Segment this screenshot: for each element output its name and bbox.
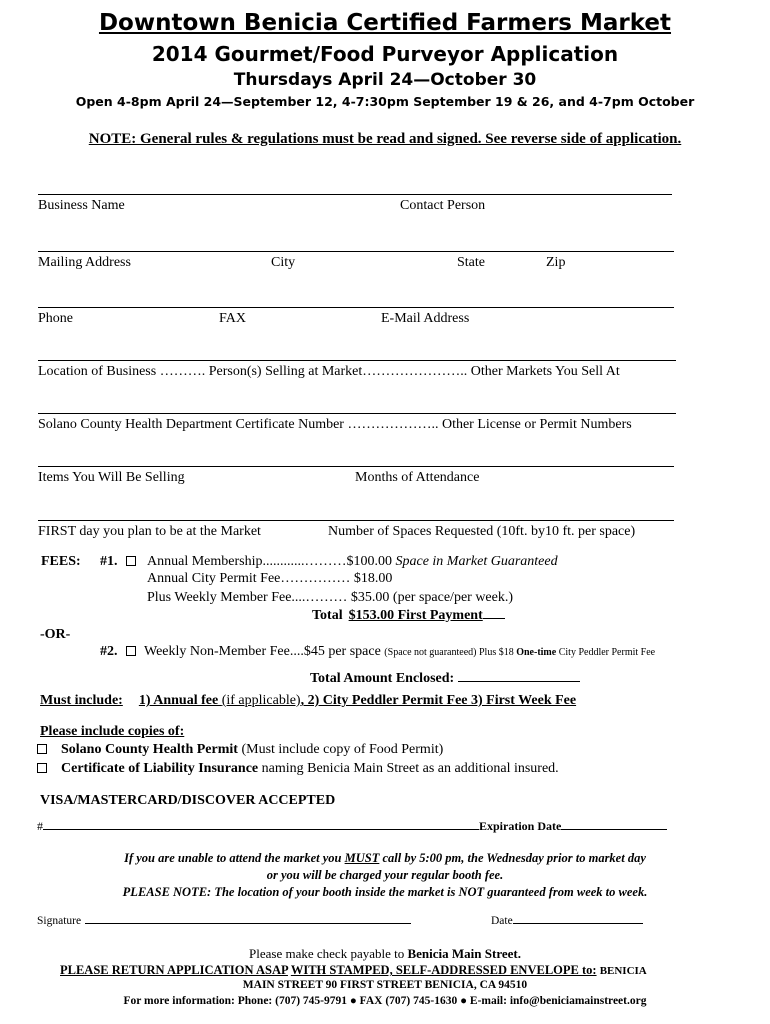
liability-text: Certificate of Liability Insurance [61, 761, 259, 776]
expiration-label: Expiration Date [479, 819, 562, 833]
mailing-address-label: Mailing Address [38, 255, 131, 270]
phone-line[interactable] [38, 307, 674, 308]
health-permit-text: Solano County Health Permit [61, 742, 238, 757]
annual-membership-line [147, 554, 558, 570]
checkbox-icon[interactable] [37, 763, 47, 773]
total-enclosed-label: Total Amount Enclosed: [310, 671, 455, 686]
city-permit-line: Annual City Permit Fee…………… $18.00 [147, 571, 393, 586]
location-label: Location of Business ………. Person(s) Selling at Market………………….. Other Markets You Sell At [38, 364, 620, 379]
signature-row [37, 915, 411, 927]
booth-fee-notice: or you will be charged your regular booth fee. [266, 868, 504, 882]
total-label: Total [312, 608, 343, 623]
notice-text-a: If you are unable to attend the market you [124, 851, 345, 865]
first-day-label: FIRST day you plan to be at the Market [38, 524, 261, 539]
form-title: Downtown Benicia Certified Farmers Market [98, 10, 672, 36]
date-field[interactable] [513, 923, 643, 924]
if-applicable-text: (if applicable) [221, 693, 301, 708]
option-2-checkbox[interactable] [126, 644, 140, 660]
contact-info: For more information: Phone: (707) 745-9791 ● FAX (707) 745-1630 ● E-mail: info@beniciamainstreet.org [123, 995, 647, 1007]
state-label: State [457, 255, 485, 270]
market-hours: Open 4-8pm April 24—September 12, 4-7:30pm September 19 & 26, and 4-7pm October [75, 94, 695, 109]
liability-note: naming Benicia Main Street as an additional insured. [258, 761, 559, 776]
health-cert-label: Solano County Health Department Certificate Number ……………….. Other License or Permit Numbers [38, 417, 632, 432]
form-subtitle: 2014 Gourmet/Food Purveyor Application [151, 42, 619, 66]
date-label: Date [491, 915, 513, 927]
checkbox-icon[interactable] [37, 744, 47, 754]
business-name-label: Business Name [38, 198, 125, 213]
option-1-checkbox[interactable] [126, 554, 140, 570]
cards-accepted: VISA/MASTERCARD/DISCOVER ACCEPTED [40, 793, 336, 808]
required-fees-text: , 2) City Peddler Permit Fee 3) First Week Fee [300, 693, 577, 708]
zip-label: Zip [546, 255, 566, 270]
option-1-number: #1. [100, 554, 118, 569]
total-enclosed-line [310, 671, 580, 687]
email-label: E-Mail Address [381, 311, 470, 326]
health-permit-item [37, 742, 443, 758]
mailing-address-footer: MAIN STREET 90 FIRST STREET BENICIA, CA 94510 [242, 979, 528, 991]
fax-label: FAX [219, 311, 246, 326]
location-line[interactable] [38, 360, 676, 361]
return-instructions [60, 963, 647, 978]
card-number-row [37, 819, 667, 834]
months-label: Months of Attendance [355, 470, 480, 485]
items-line[interactable] [38, 466, 674, 467]
mailing-address-line[interactable] [38, 251, 674, 252]
first-day-line[interactable] [38, 520, 674, 521]
rules-note: NOTE: General rules & regulations must be read and signed. See reverse side of application. [88, 131, 682, 147]
return-asap-text: PLEASE RETURN APPLICATION ASAP [60, 963, 288, 977]
must-include-label: Must include: [40, 693, 123, 708]
total-enclosed-field[interactable] [458, 681, 580, 682]
liability-item [37, 761, 559, 777]
expiration-field[interactable] [561, 829, 667, 830]
fees-label: FEES: [41, 554, 81, 569]
weekly-member-line: Plus Weekly Member Fee....……… $35.00 (per space/per week.) [147, 590, 514, 605]
card-hash-label: # [37, 819, 43, 833]
space-guaranteed-text: Space in Market Guaranteed [395, 554, 558, 569]
contact-person-label: Contact Person [400, 198, 486, 213]
cancellation-notice [0, 851, 770, 866]
space-not-guaranteed-text: (Space not guaranteed) Plus $18 [384, 647, 517, 658]
return-benicia-text: BENICIA [599, 965, 647, 977]
location-notice: PLEASE NOTE: The location of your booth inside the market is NOT guaranteed from week to week. [122, 885, 648, 899]
check-payable-text: Please make check payable to [249, 946, 408, 961]
health-cert-line[interactable] [38, 413, 676, 414]
check-payable [0, 946, 770, 962]
checkbox-icon [126, 556, 136, 566]
signature-field[interactable] [85, 923, 411, 924]
non-member-fee-line [144, 644, 655, 660]
one-time-text: One-time [516, 647, 557, 658]
date-row [491, 915, 643, 927]
payee-name: Benicia Main Street. [407, 946, 521, 961]
card-number-field[interactable] [43, 829, 479, 830]
phone-label: Phone [38, 311, 73, 326]
total-value: $153.00 First Payment [348, 608, 483, 623]
must-include-line [40, 693, 576, 709]
option-2-number: #2. [100, 644, 118, 659]
season-dates: Thursdays April 24—October 30 [233, 70, 537, 90]
checkbox-icon [126, 646, 136, 656]
notice-text-b: call by 5:00 pm, the Wednesday prior to market day [379, 851, 646, 865]
spaces-label: Number of Spaces Requested (10ft. by10 ft. per space) [328, 524, 636, 539]
items-label: Items You Will Be Selling [38, 470, 185, 485]
notice-must: MUST [344, 851, 380, 865]
annual-fee-text: 1) Annual fee [138, 693, 222, 708]
total-underline [483, 618, 505, 619]
peddler-fee-text: City Peddler Permit Fee [556, 647, 656, 658]
non-member-fee-text: Weekly Non-Member Fee....$45 per space [144, 644, 385, 659]
copies-heading: Please include copies of: [40, 724, 185, 739]
signature-label: Signature [37, 915, 82, 927]
annual-membership-text: Annual Membership............………$100.00 [147, 554, 396, 569]
total-line [312, 608, 505, 624]
health-permit-note: (Must include copy of Food Permit) [237, 742, 444, 757]
business-contact-line[interactable] [38, 194, 672, 195]
or-label: -OR- [40, 627, 71, 642]
return-envelope-text: WITH STAMPED, SELF-ADDRESSED ENVELOPE to: [290, 963, 597, 977]
city-label: City [271, 255, 296, 270]
